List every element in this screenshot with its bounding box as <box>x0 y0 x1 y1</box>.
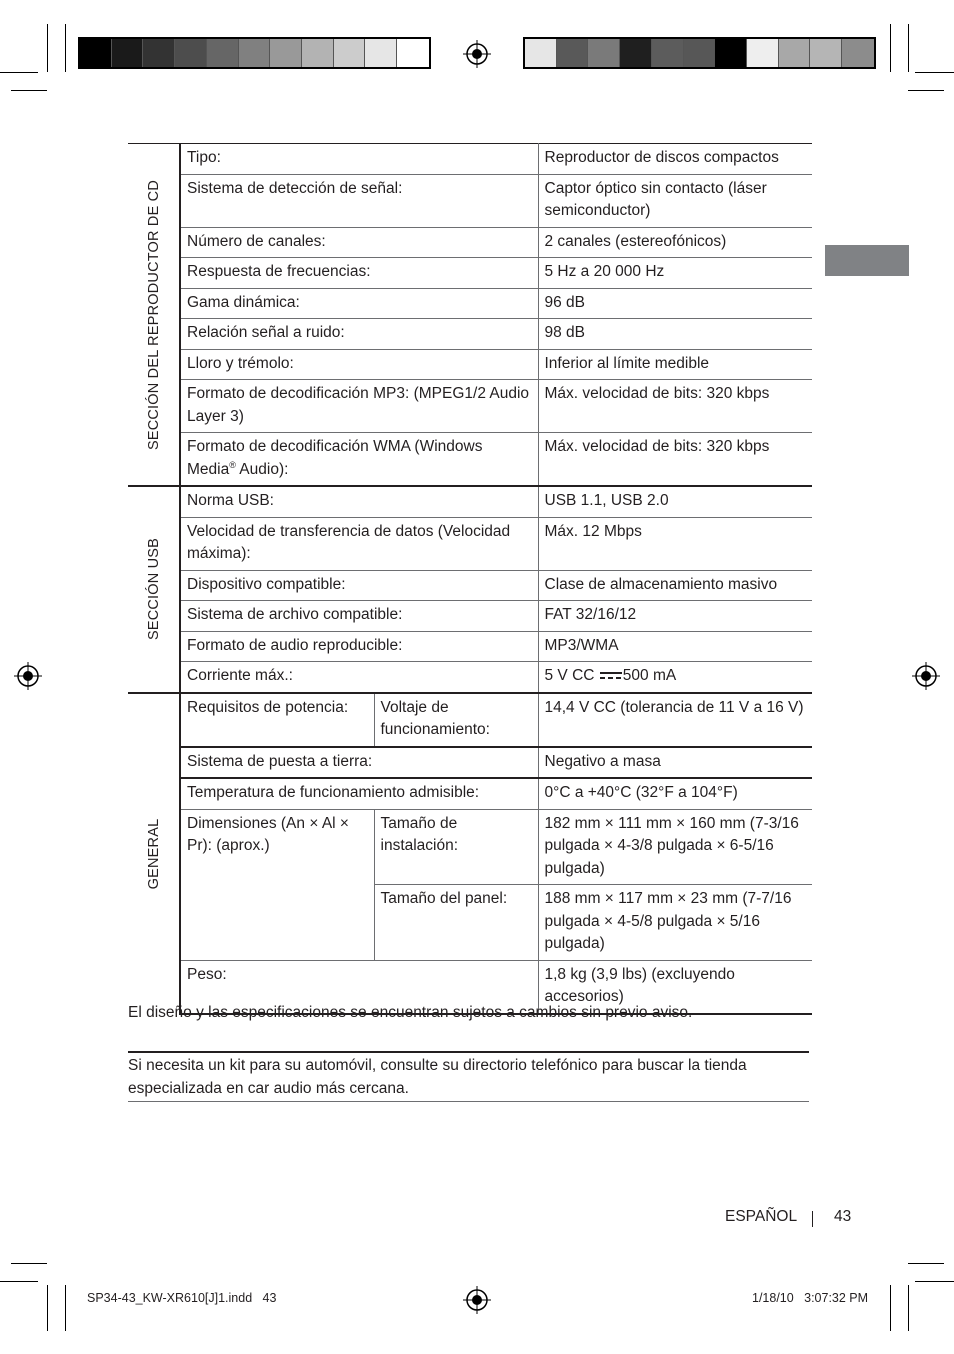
spec-label: Tipo: <box>180 144 538 175</box>
table-row <box>128 809 812 885</box>
slug-filename: SP34-43_KW-XR610[J]1.indd 43 <box>87 1291 277 1305</box>
table-row <box>128 288 812 319</box>
spec-label: Sistema de detección de señal: <box>180 174 538 227</box>
crop-mark <box>908 90 944 91</box>
table-row <box>128 601 812 632</box>
spec-label: Velocidad de transferencia de datos (Velocidad máxima): <box>180 517 538 570</box>
spec-value <box>538 662 812 693</box>
spec-sublabel: Voltaje de funcionamiento: <box>374 693 538 747</box>
table-row <box>128 144 812 175</box>
design-note: El diseño y las especificaciones se encuentran sujetos a cambios sin previo aviso. <box>128 1004 693 1021</box>
language-tab-marker <box>825 245 909 276</box>
spec-value: 188 mm × 117 mm × 23 mm (7-7/16 pulgada × 4-5/8 pulgada × 5/16 pulgada) <box>538 885 812 961</box>
crop-mark <box>0 72 38 73</box>
section-cd <box>128 144 180 487</box>
spec-value: Clase de almacenamiento masivo <box>538 570 812 601</box>
crop-mark <box>890 1285 891 1331</box>
registration-mark-icon <box>463 1286 491 1314</box>
table-row <box>128 486 812 517</box>
crop-mark <box>47 1285 48 1331</box>
crop-mark <box>47 24 48 72</box>
crop-mark <box>65 1285 66 1331</box>
spec-value: 182 mm × 111 mm × 160 mm (7-3/16 pulgada × 4-3/8 pulgada × 6-5/16 pulgada) <box>538 809 812 885</box>
spec-value: Máx. velocidad de bits: 320 kbps <box>538 433 812 487</box>
table-row <box>128 349 812 380</box>
spec-value: 5 Hz a 20 000 Hz <box>538 258 812 289</box>
divider <box>128 1051 809 1053</box>
crop-mark <box>915 1281 954 1282</box>
spec-value: Máx. velocidad de bits: 320 kbps <box>538 380 812 433</box>
color-swatch <box>207 39 239 67</box>
footer-language: ESPAÑOL <box>725 1208 798 1225</box>
spec-value: Captor óptico sin contacto (láser semiconductor) <box>538 174 812 227</box>
crop-mark <box>908 1285 909 1331</box>
spec-label: Sistema de puesta a tierra: <box>180 747 538 779</box>
crop-mark <box>11 90 47 91</box>
table-row <box>128 631 812 662</box>
spec-label: Temperatura de funcionamiento admisible: <box>180 778 538 809</box>
spec-label: Dimensiones (An × Al × Pr): (aprox.) <box>180 809 374 960</box>
color-swatch <box>620 39 652 67</box>
crop-mark <box>908 24 909 72</box>
spec-value: 0°C a +40°C (32°F a 104°F) <box>538 778 812 809</box>
color-swatch <box>715 39 747 67</box>
color-swatch <box>334 39 366 67</box>
spec-label: Respuesta de frecuencias: <box>180 258 538 289</box>
table-row <box>128 227 812 258</box>
spec-label: Formato de decodificación MP3: (MPEG1/2 Audio Layer 3) <box>180 380 538 433</box>
color-swatch <box>588 39 620 67</box>
spec-value-text: 5 V CC <box>544 667 595 684</box>
registration-mark-icon <box>912 662 940 690</box>
spec-label: Corriente máx.: <box>180 662 538 693</box>
spec-value: 96 dB <box>538 288 812 319</box>
crop-mark <box>915 72 954 73</box>
spec-value: 2 canales (estereofónicos) <box>538 227 812 258</box>
spec-label: Sistema de archivo compatible: <box>180 601 538 632</box>
color-swatch <box>80 39 112 67</box>
color-bar-left <box>78 37 431 69</box>
crop-mark <box>0 1281 38 1282</box>
spec-value: MP3/WMA <box>538 631 812 662</box>
spec-label: Número de canales: <box>180 227 538 258</box>
color-swatch <box>175 39 207 67</box>
spec-label: Dispositivo compatible: <box>180 570 538 601</box>
color-swatch <box>684 39 716 67</box>
table-row <box>128 174 812 227</box>
table-row <box>128 778 812 809</box>
color-swatch <box>525 39 557 67</box>
spec-value: 98 dB <box>538 319 812 350</box>
color-swatch <box>747 39 779 67</box>
dc-symbol-icon <box>600 670 622 682</box>
table-row <box>128 433 812 487</box>
spec-label: Norma USB: <box>180 486 538 517</box>
spec-value: Reproductor de discos compactos <box>538 144 812 175</box>
registration-mark-icon <box>14 662 42 690</box>
spec-label: Relación señal a ruido: <box>180 319 538 350</box>
slug-timestamp: 1/18/10 3:07:32 PM <box>752 1291 869 1305</box>
table-row <box>128 319 812 350</box>
spec-label: Gama dinámica: <box>180 288 538 319</box>
page-number: 43 <box>834 1208 852 1225</box>
spec-label: Lloro y trémolo: <box>180 349 538 380</box>
color-swatch <box>270 39 302 67</box>
spec-label: Formato de audio reproducible: <box>180 631 538 662</box>
spec-value: 14,4 V CC (tolerancia de 11 V a 16 V) <box>538 693 812 747</box>
section-usb <box>128 486 180 693</box>
spec-label-text: Formato de decodificación WMA (Windows Media <box>187 438 483 478</box>
color-swatch <box>652 39 684 67</box>
section-label-general: GENERAL <box>145 818 162 889</box>
specifications-table <box>128 143 812 1015</box>
color-swatch <box>779 39 811 67</box>
crop-mark <box>908 1263 944 1264</box>
spec-value: 1,8 kg (3,9 lbs) (excluyendo accesorios) <box>538 960 812 1014</box>
spec-value: FAT 32/16/12 <box>538 601 812 632</box>
color-swatch <box>112 39 144 67</box>
crop-mark <box>11 1263 47 1264</box>
registration-mark-icon <box>463 40 491 68</box>
table-row <box>128 380 812 433</box>
color-swatch <box>397 39 429 67</box>
crop-mark <box>890 24 891 72</box>
color-swatch <box>365 39 397 67</box>
spec-value: USB 1.1, USB 2.0 <box>538 486 812 517</box>
spec-label: Peso: <box>180 960 538 1014</box>
color-swatch <box>302 39 334 67</box>
section-label-cd: SECCIÓN DEL REPRODUCTOR DE CD <box>145 179 162 450</box>
spec-label: Requisitos de potencia: <box>180 693 374 747</box>
table-row <box>128 662 812 693</box>
color-swatch <box>143 39 175 67</box>
section-label-usb: SECCIÓN USB <box>145 538 162 641</box>
spec-label <box>180 433 538 487</box>
footer-separator <box>812 1211 813 1227</box>
spec-value: Negativo a masa <box>538 747 812 779</box>
color-swatch <box>842 39 874 67</box>
divider <box>128 1101 809 1102</box>
registered-mark: ® <box>229 459 236 470</box>
table-row <box>128 258 812 289</box>
crop-mark <box>65 24 66 72</box>
table-row <box>128 747 812 779</box>
spec-value: Máx. 12 Mbps <box>538 517 812 570</box>
table-row <box>128 570 812 601</box>
table-row <box>128 517 812 570</box>
spec-value: Inferior al límite medible <box>538 349 812 380</box>
spec-label-text: Audio): <box>235 460 289 478</box>
color-swatch <box>239 39 271 67</box>
kit-note: Si necesita un kit para su automóvil, consulte su directorio telefónico para buscar la tienda especializada en car audio más cercana. <box>128 1057 747 1097</box>
section-general <box>128 693 180 1014</box>
spec-sublabel: Tamaño del panel: <box>374 885 538 961</box>
color-swatch <box>557 39 589 67</box>
color-bar-right <box>523 37 876 69</box>
table-row <box>128 693 812 747</box>
color-swatch <box>810 39 842 67</box>
spec-sublabel: Tamaño de instalación: <box>374 809 538 885</box>
spec-value-text: 500 mA <box>622 667 677 684</box>
